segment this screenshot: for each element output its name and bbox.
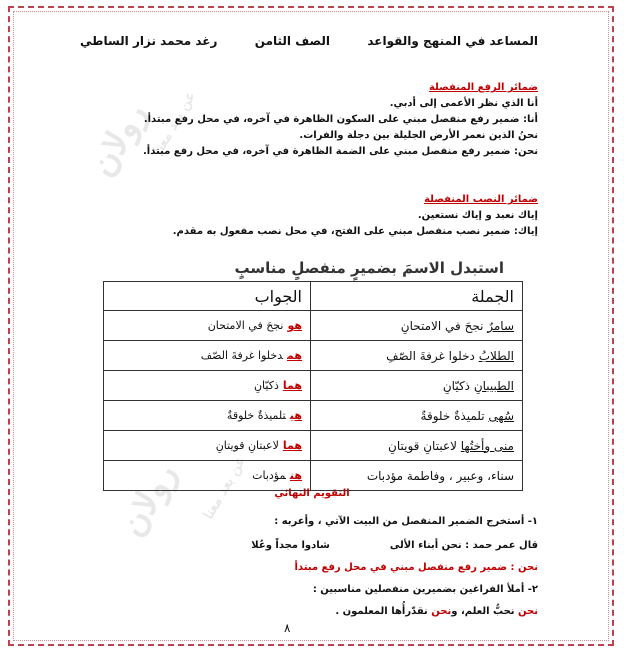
- nominative-section: [118, 80, 538, 160]
- answer-cell: همدخلوا غرفةَ الصّف: [104, 341, 311, 371]
- table-row: [104, 311, 523, 341]
- column-header-answer: الجواب: [104, 282, 311, 311]
- table-row: [104, 431, 523, 461]
- section-title: ضمائر الرفع المنفصلة: [428, 82, 538, 93]
- author-name: رغد محمد نزار الساطي: [80, 34, 218, 48]
- sentence-cell: سُهى تلميذةٌ خلوقةٌ: [311, 401, 523, 431]
- question-1: ١- أستخرج الضمير المنفصل من البيت الآتي ، وأعربه :: [274, 516, 538, 527]
- table-header-row: [104, 282, 523, 311]
- table-row: [104, 461, 523, 491]
- table-row: [104, 401, 523, 431]
- column-header-sentence: الجملة: [311, 282, 523, 311]
- sentence-cell: سناء، وعبير ، وفاطمة مؤدبات: [311, 461, 523, 491]
- answer-cell: هماذكيّانِ: [104, 371, 311, 401]
- exercise-title: استبدل الاسمَ بضميرٍ منفصلٍ مناسبٍ: [234, 259, 504, 277]
- final-eval-title: التقويم النهائي: [274, 488, 350, 499]
- page-header: [80, 34, 538, 56]
- text-line: إياك نعبد و إياك نستعين.: [417, 210, 538, 221]
- answer-cell: هيتلميذةٌ خلوقةٌ: [104, 401, 311, 431]
- table-row: [104, 371, 523, 401]
- verse: [98, 540, 538, 551]
- watermark-sub: عن بعد معنا: [200, 453, 250, 523]
- exercise-table: [103, 281, 523, 491]
- watermark: رولان: [111, 456, 186, 544]
- text-line: نحن: ضمير رفع منفصل مبني على الضمة الظاهرة في آخره، في محل رفع مبتدأ.: [142, 146, 538, 157]
- section-title: ضمائر النصب المنفصلة: [424, 194, 538, 205]
- text-line: نحنُ الذين نعمر الأرض الجليلة بين دجلة والفرات.: [299, 130, 538, 141]
- answer-cell: هنمؤدبات: [104, 461, 311, 491]
- sentence-cell: منى وأختُها لاعبتانِ قويتانِ: [311, 431, 523, 461]
- watermark: رولان: [81, 96, 156, 184]
- table-row: [104, 341, 523, 371]
- text-line: أنا: ضمير رفع منفصل مبني على السكون الظاهرة في آخره، في محل رفع مبتدأ.: [143, 114, 538, 125]
- sentence-cell: الطلابُ دخلوا غرفةَ الصّفِ: [311, 341, 523, 371]
- sentence-cell: سامرٌ نجحَ في الامتحانِ: [311, 311, 523, 341]
- watermark-sub: عن بعد معنا: [150, 88, 200, 158]
- text-line: إياك: ضمير نصب منفصل مبني على الفتح، في محل نصب مفعول به مقدم.: [172, 226, 538, 237]
- question-2-answer: نحن نحبُّ العلم، ونحن نقدّرأُها المعلمون .: [335, 606, 538, 617]
- accusative-section: [118, 192, 538, 240]
- verse-first-half: قال عمر حمد : نحن أبناء الألى: [389, 540, 538, 551]
- text-line: أنا الذي نظر الأعمى إلى أدبي.: [389, 98, 538, 109]
- sentence-cell: الطبيبانِ ذكيّانِ: [311, 371, 523, 401]
- answer-cell: هونجحَ في الامتحان: [104, 311, 311, 341]
- subject-title: المساعد في المنهج والقواعد: [367, 34, 538, 48]
- answer-cell: همالاعبتانِ قويتانِ: [104, 431, 311, 461]
- question-1-answer: نحن : ضمير رفع منفصل مبني في محل رفع مبتدأ: [294, 562, 538, 573]
- verse-second-half: شادوا مجداً وعُلا: [251, 540, 330, 551]
- page-number: ٨: [284, 621, 291, 635]
- grade-label: الصف الثامن: [254, 34, 330, 48]
- question-2: ٢- أملأ الفراغين بضميرين منفصلين مناسبين :: [312, 584, 538, 595]
